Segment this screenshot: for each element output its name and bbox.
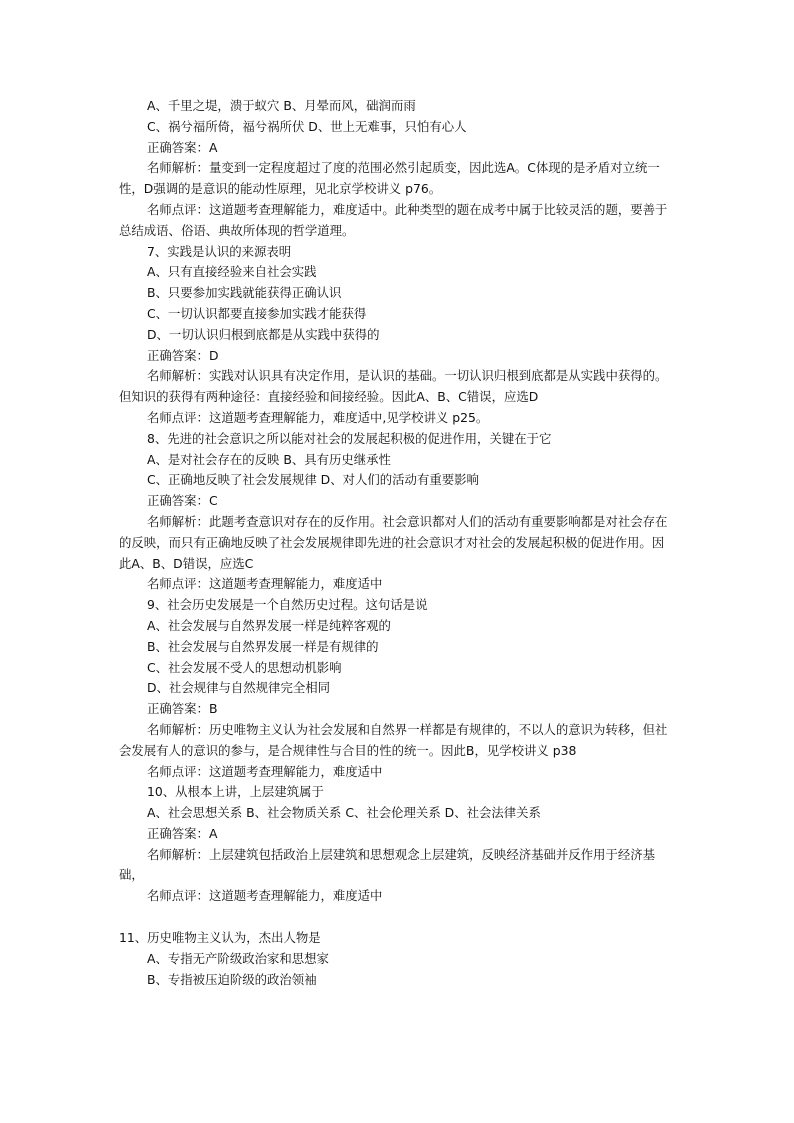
option-c: C、社会发展不受人的思想动机影响 [147,659,342,675]
correct-answer: 正确答案：B [147,701,218,717]
teacher-analysis: 名师解析：量变到一定程度超过了度的范围必然引起质变，因此选A。C体现的是矛盾对立统一性，D强调的是意识的能动性原理，见北京学校讲义 p76。 [119,160,660,197]
teacher-review: 名师点评：这道题考查理解能力，难度适中 [147,576,383,592]
option-a: A、只有直接经验来自社会实践 [147,264,317,280]
option-a: A、专指无产阶级政治家和思想家 [147,950,329,966]
option-c: C、一切认识都要直接参加实践才能获得 [147,305,367,321]
question-11: 11、历史唯物主义认为，杰出人物是 [119,930,321,946]
teacher-analysis: 名师解析：历史唯物主义认为社会发展和自然界一样都是有规律的，不以人的意识为转移，但社会发展有人的意识的参与，是合规律性与合目的性的统一。因此B，见学校讲义 p38 [119,721,668,758]
question-8: 8、先进的社会意识之所以能对社会的发展起积极的促进作用，关键在于它 [147,430,552,446]
question-9: 9、社会历史发展是一个自然历史过程。这句话是说 [147,597,428,613]
document-body [119,96,675,990]
correct-answer: 正确答案：C [147,493,218,509]
option-b: B、只要参加实践就能获得正确认识 [147,285,342,301]
option-b: B、专指被压迫阶级的政治领袖 [147,971,317,987]
question-10: 10、从根本上讲，上层建筑属于 [147,784,324,800]
correct-answer: 正确答案：D [147,347,219,363]
teacher-analysis: 名师解析：实践对认识具有决定作用，是认识的基础。一切认识归根到底都是从实践中获得的。但知识的获得有两种途径：直接经验和间接经验。因此A、B、C错误，应选D [119,368,668,405]
teacher-review: 名师点评：这道题考查理解能力，难度适中。此种类型的题在成考中属于比较灵活的题，要善于总结成语、俗语、典故所体现的哲学道理。 [119,201,668,238]
option-line: C、祸兮福所倚，福兮祸所伏 D、世上无难事，只怕有心人 [147,118,467,134]
option-d: D、一切认识归根到底都是从实践中获得的 [147,326,380,342]
option-d: D、社会规律与自然规律完全相同 [147,680,331,696]
option-b: B、社会发展与自然界发展一样是有规律的 [147,638,379,654]
correct-answer: 正确答案：A [147,825,218,841]
teacher-analysis: 名师解析：上层建筑包括政治上层建筑和思想观念上层建筑，反映经济基础并反作用于经济基础， [119,846,656,883]
option-line: A、是对社会存在的反映 B、具有历史继承性 [147,451,391,467]
correct-answer: 正确答案：A [147,139,218,155]
option-line: A、社会思想关系 B、社会物质关系 C、社会伦理关系 D、社会法律关系 [147,805,541,821]
blank-line [119,907,675,928]
question-7: 7、实践是认识的来源表明 [147,243,292,259]
teacher-review: 名师点评：这道题考查理解能力，难度适中,见学校讲义 p25。 [147,409,489,425]
teacher-review: 名师点评：这道题考查理解能力，难度适中 [147,888,383,904]
option-line: C、正确地反映了社会发展规律 D、对人们的活动有重要影响 [147,472,479,488]
teacher-analysis: 名师解析：此题考查意识对存在的反作用。社会意识都对人们的活动有重要影响都是对社会存在的反映，而只有正确地反映了社会发展规律即先进的社会意识才对社会的发展起积极的促进作用。因此A、B、D错误，应选C [119,513,668,571]
option-a: A、社会发展与自然界发展一样是纯粹客观的 [147,617,391,633]
teacher-review: 名师点评：这道题考查理解能力，难度适中 [147,763,383,779]
option-line: A、千里之堤，溃于蚁穴 B、月晕而风，础润而雨 [147,98,416,113]
